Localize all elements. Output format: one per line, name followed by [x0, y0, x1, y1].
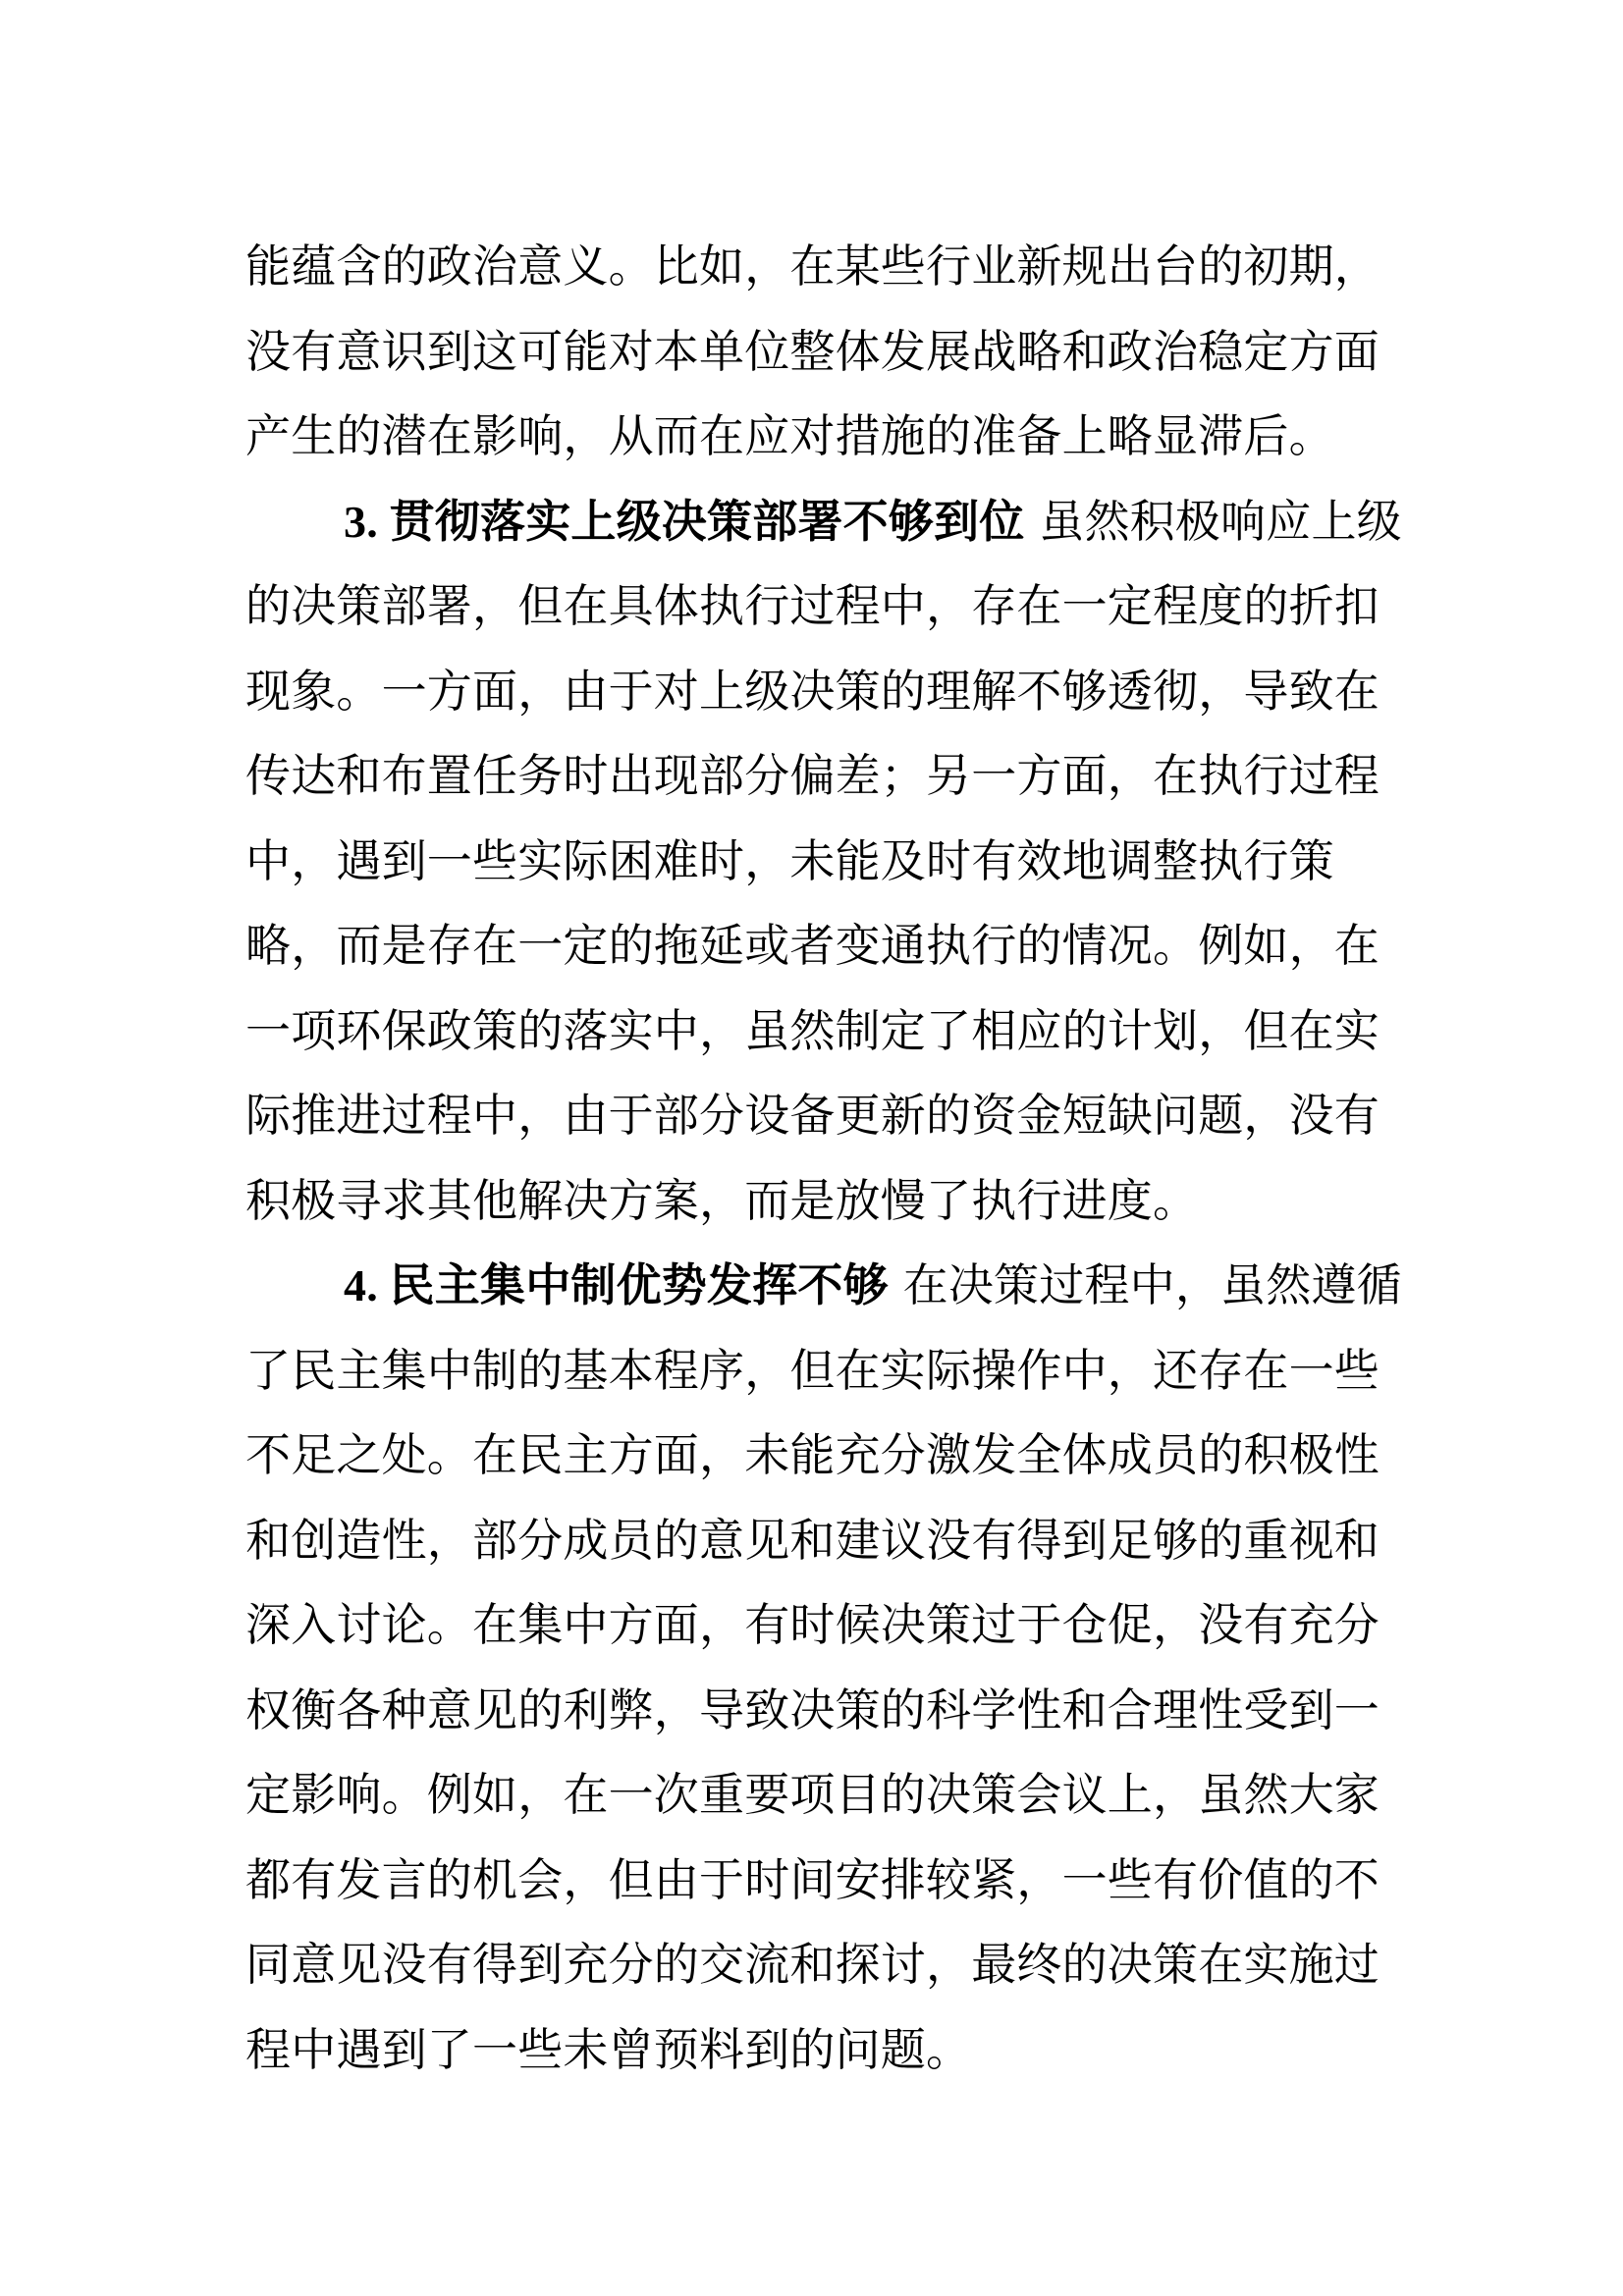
- text-line: 了民主集中制的基本程序，但在实际操作中，还存在一些: [245, 1343, 1380, 1397]
- section-4-first-line-text: 在决策过程中，虽然遵循: [888, 1258, 1402, 1311]
- text-line: 现象。一方面，由于对上级决策的理解不够透彻，导致在: [245, 664, 1380, 718]
- text-line: 略，而是存在一定的拖延或者变通执行的情况。例如，在: [245, 919, 1380, 972]
- text-line: 积极寻求其他解决方案，而是放慢了执行进度。: [245, 1173, 1199, 1227]
- text-line: 的决策部署，但在具体执行过程中，存在一定程度的折扣: [245, 579, 1380, 632]
- text-line: 际推进过程中，由于部分设备更新的资金短缺问题，没有: [245, 1089, 1380, 1142]
- text-line: 权衡各种意见的利弊，导致决策的科学性和合理性受到一: [245, 1682, 1380, 1736]
- text-line: 和创造性，部分成员的意见和建议没有得到足够的重视和: [245, 1513, 1380, 1567]
- section-3-heading: 贯彻落实上级决策部署不够到位: [389, 494, 1025, 548]
- section-3-first-line-text: 虽然积极响应上级: [1024, 494, 1402, 548]
- section-4-heading: 民主集中制优势发挥不够: [389, 1258, 889, 1311]
- document-page: [245, 224, 1402, 2092]
- text-line: 中，遇到一些实际困难时，未能及时有效地调整执行策: [245, 833, 1334, 887]
- text-line: 都有发言的机会，但由于时间安排较紧，一些有价值的不: [245, 1852, 1380, 1906]
- text-line: 程中遇到了一些未曾预料到的问题。: [245, 2022, 972, 2076]
- text-line: 没有意识到这可能对本单位整体发展战略和政治稳定方面: [245, 324, 1380, 378]
- text-line: 产生的潜在影响，从而在应对措施的准备上略显滞后。: [245, 409, 1334, 462]
- section-3-first-line: [245, 479, 1402, 564]
- text-line: 深入讨论。在集中方面，有时候决策过于仓促，没有充分: [245, 1598, 1380, 1651]
- paragraph-continuation: [245, 224, 1380, 479]
- text-line: 同意见没有得到充分的交流和探讨，最终的决策在实施过: [245, 1938, 1380, 1991]
- section-4-first-line: [245, 1243, 1402, 1328]
- section-3-paragraph: [245, 479, 1402, 1244]
- section-3-number: 3.: [344, 496, 390, 547]
- text-line: 一项环保政策的落实中，虽然制定了相应的计划，但在实: [245, 1003, 1380, 1057]
- text-line: 传达和布置任务时出现部分偏差；另一方面，在执行过程: [245, 749, 1380, 802]
- text-line: 不足之处。在民主方面，未能充分激发全体成员的积极性: [245, 1428, 1380, 1481]
- section-4-paragraph: [245, 1243, 1402, 2092]
- section-4-number: 4.: [344, 1260, 390, 1310]
- text-line: 能蕴含的政治意义。比如，在某些行业新规出台的初期，: [245, 240, 1380, 293]
- text-line: 定影响。例如，在一次重要项目的决策会议上，虽然大家: [245, 1768, 1380, 1821]
